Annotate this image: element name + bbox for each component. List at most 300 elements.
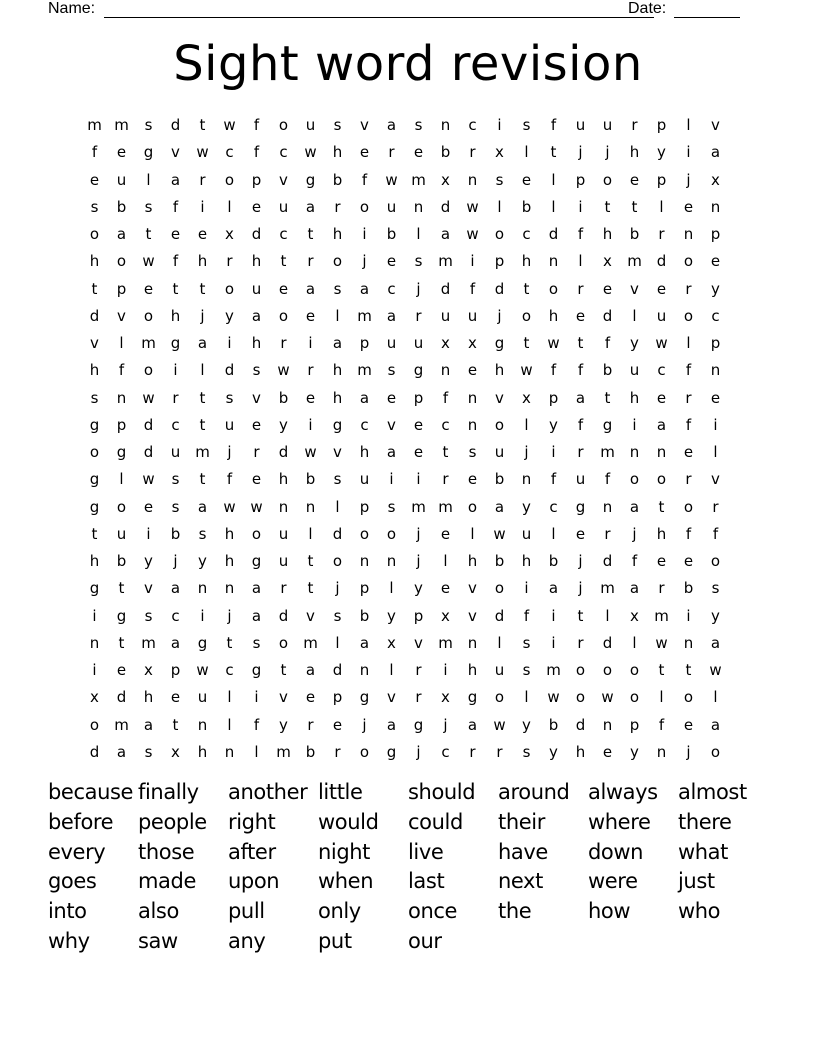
grid-cell[interactable]: y xyxy=(279,715,288,734)
grid-cell[interactable]: o xyxy=(224,170,235,189)
grid-cell[interactable]: h xyxy=(89,361,100,380)
grid-cell[interactable]: p xyxy=(548,388,559,407)
grid-cell[interactable]: s xyxy=(144,742,153,761)
grid-cell[interactable]: r xyxy=(199,170,206,189)
grid-cell[interactable]: c xyxy=(468,116,477,135)
grid-cell[interactable]: v xyxy=(171,143,180,162)
grid-cell[interactable]: r xyxy=(604,524,611,543)
grid-cell[interactable]: l xyxy=(686,116,691,135)
grid-cell[interactable]: i xyxy=(308,415,313,434)
grid-cell[interactable]: e xyxy=(386,252,397,271)
grid-cell[interactable]: s xyxy=(144,116,153,135)
grid-cell[interactable]: s xyxy=(144,606,153,625)
grid-cell[interactable]: n xyxy=(197,715,208,734)
grid-cell[interactable]: w xyxy=(277,361,290,380)
grid-cell[interactable]: n xyxy=(116,388,127,407)
grid-cell[interactable]: a xyxy=(386,715,397,734)
grid-cell[interactable]: w xyxy=(601,688,614,707)
grid-cell[interactable]: g xyxy=(89,415,100,434)
grid-cell[interactable]: t xyxy=(199,415,206,434)
grid-cell[interactable]: j xyxy=(173,552,178,571)
grid-cell[interactable]: u xyxy=(521,524,532,543)
grid-cell[interactable]: w xyxy=(709,661,722,680)
grid-cell[interactable]: x xyxy=(522,388,531,407)
grid-cell[interactable]: j xyxy=(362,715,367,734)
grid-cell[interactable]: a xyxy=(251,306,262,325)
grid-cell[interactable]: e xyxy=(602,742,613,761)
grid-cell[interactable]: l xyxy=(119,470,124,489)
grid-cell[interactable]: p xyxy=(656,116,667,135)
grid-cell[interactable]: o xyxy=(710,742,721,761)
grid-cell[interactable]: o xyxy=(359,524,370,543)
grid-cell[interactable]: t xyxy=(523,279,530,298)
grid-cell[interactable]: a xyxy=(197,334,208,353)
grid-cell[interactable]: m xyxy=(303,633,318,652)
grid-cell[interactable]: e xyxy=(359,143,370,162)
grid-cell[interactable]: e xyxy=(710,388,721,407)
grid-cell[interactable]: f xyxy=(253,715,260,734)
grid-cell[interactable]: b xyxy=(332,170,343,189)
grid-cell[interactable]: s xyxy=(711,579,720,598)
grid-cell[interactable]: o xyxy=(224,279,235,298)
grid-cell[interactable]: d xyxy=(656,252,667,271)
grid-cell[interactable]: e xyxy=(143,497,154,516)
grid-cell[interactable]: y xyxy=(522,715,531,734)
grid-cell[interactable]: y xyxy=(711,606,720,625)
grid-cell[interactable]: u xyxy=(386,197,397,216)
grid-cell[interactable]: h xyxy=(197,742,208,761)
grid-cell[interactable]: o xyxy=(467,497,478,516)
grid-cell[interactable]: f xyxy=(712,524,719,543)
grid-cell[interactable]: s xyxy=(90,388,99,407)
grid-cell[interactable]: a xyxy=(548,579,559,598)
grid-cell[interactable]: o xyxy=(251,524,262,543)
name-line[interactable] xyxy=(104,17,654,18)
grid-cell[interactable]: b xyxy=(386,225,397,244)
grid-cell[interactable]: n xyxy=(440,116,451,135)
grid-cell[interactable]: g xyxy=(197,633,208,652)
grid-cell[interactable]: x xyxy=(603,252,612,271)
grid-cell[interactable]: r xyxy=(685,279,692,298)
grid-cell[interactable]: d xyxy=(89,742,100,761)
grid-cell[interactable]: l xyxy=(335,497,340,516)
grid-cell[interactable]: s xyxy=(387,361,396,380)
grid-cell[interactable]: d xyxy=(602,633,613,652)
grid-cell[interactable]: m xyxy=(600,443,615,462)
grid-cell[interactable]: e xyxy=(89,170,100,189)
grid-cell[interactable]: g xyxy=(305,170,316,189)
grid-cell[interactable]: n xyxy=(359,552,370,571)
grid-cell[interactable]: e xyxy=(656,388,667,407)
grid-cell[interactable]: w xyxy=(196,661,209,680)
grid-cell[interactable]: d xyxy=(332,661,343,680)
grid-cell[interactable]: j xyxy=(578,143,583,162)
grid-cell[interactable]: v xyxy=(387,415,396,434)
grid-cell[interactable]: x xyxy=(144,661,153,680)
grid-cell[interactable]: o xyxy=(656,470,667,489)
grid-cell[interactable]: u xyxy=(629,361,640,380)
grid-cell[interactable]: g xyxy=(359,688,370,707)
grid-cell[interactable]: n xyxy=(629,443,640,462)
grid-cell[interactable]: t xyxy=(307,579,314,598)
grid-cell[interactable]: p xyxy=(575,170,586,189)
grid-cell[interactable]: w xyxy=(142,252,155,271)
grid-cell[interactable]: e xyxy=(683,552,694,571)
grid-cell[interactable]: y xyxy=(387,606,396,625)
grid-cell[interactable]: g xyxy=(386,742,397,761)
grid-cell[interactable]: l xyxy=(497,633,502,652)
grid-cell[interactable]: s xyxy=(171,497,180,516)
grid-cell[interactable]: m xyxy=(438,633,453,652)
grid-cell[interactable]: u xyxy=(575,470,586,489)
grid-cell[interactable]: h xyxy=(548,306,559,325)
grid-cell[interactable]: i xyxy=(443,661,448,680)
grid-cell[interactable]: a xyxy=(386,306,397,325)
grid-cell[interactable]: g xyxy=(602,415,613,434)
grid-cell[interactable]: f xyxy=(604,470,611,489)
grid-cell[interactable]: y xyxy=(198,552,207,571)
grid-cell[interactable]: j xyxy=(335,579,340,598)
grid-cell[interactable]: v xyxy=(360,116,369,135)
grid-cell[interactable]: o xyxy=(332,552,343,571)
grid-cell[interactable]: y xyxy=(144,552,153,571)
grid-cell[interactable]: s xyxy=(333,116,342,135)
grid-cell[interactable]: l xyxy=(605,606,610,625)
grid-cell[interactable]: y xyxy=(549,742,558,761)
grid-cell[interactable]: t xyxy=(199,279,206,298)
grid-cell[interactable]: m xyxy=(114,715,129,734)
grid-cell[interactable]: v xyxy=(414,633,423,652)
grid-cell[interactable]: g xyxy=(575,497,586,516)
grid-cell[interactable]: s xyxy=(522,661,531,680)
grid-cell[interactable]: w xyxy=(304,143,317,162)
grid-cell[interactable]: s xyxy=(495,170,504,189)
grid-cell[interactable]: r xyxy=(685,470,692,489)
grid-cell[interactable]: j xyxy=(578,552,583,571)
grid-cell[interactable]: f xyxy=(172,252,179,271)
grid-cell[interactable]: f xyxy=(118,361,125,380)
grid-cell[interactable]: a xyxy=(710,715,721,734)
grid-cell[interactable]: v xyxy=(279,170,288,189)
grid-cell[interactable]: h xyxy=(467,661,478,680)
grid-cell[interactable]: a xyxy=(116,225,127,244)
grid-cell[interactable]: e xyxy=(305,306,316,325)
grid-cell[interactable]: a xyxy=(170,579,181,598)
grid-cell[interactable]: l xyxy=(551,170,556,189)
grid-cell[interactable]: e xyxy=(710,252,721,271)
grid-cell[interactable]: a xyxy=(143,715,154,734)
grid-cell[interactable]: o xyxy=(710,552,721,571)
grid-cell[interactable]: x xyxy=(90,688,99,707)
grid-cell[interactable]: o xyxy=(602,170,613,189)
grid-cell[interactable]: o xyxy=(629,661,640,680)
grid-cell[interactable]: i xyxy=(470,252,475,271)
grid-cell[interactable]: e xyxy=(251,470,262,489)
grid-cell[interactable]: i xyxy=(146,524,151,543)
grid-cell[interactable]: h xyxy=(467,552,478,571)
grid-cell[interactable]: f xyxy=(550,361,557,380)
grid-cell[interactable]: b xyxy=(305,470,316,489)
grid-cell[interactable]: b xyxy=(602,361,613,380)
grid-cell[interactable]: e xyxy=(683,197,694,216)
grid-cell[interactable]: o xyxy=(143,306,154,325)
grid-cell[interactable]: i xyxy=(551,443,556,462)
grid-cell[interactable]: d xyxy=(440,197,451,216)
grid-cell[interactable]: a xyxy=(575,388,586,407)
grid-cell[interactable]: e xyxy=(467,361,478,380)
grid-cell[interactable]: m xyxy=(438,497,453,516)
grid-cell[interactable]: p xyxy=(710,225,721,244)
grid-cell[interactable]: r xyxy=(469,742,476,761)
grid-cell[interactable]: b xyxy=(683,579,694,598)
grid-cell[interactable]: g xyxy=(116,443,127,462)
grid-cell[interactable]: f xyxy=(604,334,611,353)
grid-cell[interactable]: r xyxy=(334,197,341,216)
grid-cell[interactable]: t xyxy=(631,197,638,216)
grid-cell[interactable]: h xyxy=(224,524,235,543)
grid-cell[interactable]: b xyxy=(548,552,559,571)
grid-cell[interactable]: o xyxy=(629,688,640,707)
grid-cell[interactable]: o xyxy=(575,661,586,680)
grid-cell[interactable]: a xyxy=(251,606,262,625)
grid-cell[interactable]: t xyxy=(118,633,125,652)
grid-cell[interactable]: r xyxy=(631,116,638,135)
grid-cell[interactable]: j xyxy=(605,143,610,162)
grid-cell[interactable]: e xyxy=(197,225,208,244)
grid-cell[interactable]: x xyxy=(171,742,180,761)
grid-cell[interactable]: l xyxy=(659,688,664,707)
grid-cell[interactable]: n xyxy=(224,742,235,761)
grid-cell[interactable]: h xyxy=(224,552,235,571)
grid-cell[interactable]: d xyxy=(332,524,343,543)
grid-cell[interactable]: u xyxy=(359,470,370,489)
grid-cell[interactable]: f xyxy=(685,524,692,543)
grid-cell[interactable]: l xyxy=(227,715,232,734)
grid-cell[interactable]: t xyxy=(307,225,314,244)
grid-cell[interactable]: o xyxy=(116,497,127,516)
grid-cell[interactable]: l xyxy=(551,524,556,543)
grid-cell[interactable]: n xyxy=(710,197,721,216)
grid-cell[interactable]: d xyxy=(494,279,505,298)
grid-cell[interactable]: i xyxy=(551,633,556,652)
grid-cell[interactable]: w xyxy=(547,688,560,707)
grid-cell[interactable]: b xyxy=(116,552,127,571)
grid-cell[interactable]: g xyxy=(467,688,478,707)
grid-cell[interactable]: n xyxy=(683,633,694,652)
grid-cell[interactable]: m xyxy=(276,742,291,761)
grid-cell[interactable]: f xyxy=(172,197,179,216)
grid-cell[interactable]: e xyxy=(305,388,316,407)
grid-cell[interactable]: i xyxy=(551,606,556,625)
grid-cell[interactable]: h xyxy=(629,388,640,407)
grid-cell[interactable]: g xyxy=(332,415,343,434)
grid-cell[interactable]: x xyxy=(441,334,450,353)
grid-cell[interactable]: r xyxy=(415,306,422,325)
grid-cell[interactable]: n xyxy=(710,361,721,380)
grid-cell[interactable]: o xyxy=(521,306,532,325)
grid-cell[interactable]: h xyxy=(170,306,181,325)
grid-cell[interactable]: j xyxy=(632,524,637,543)
grid-cell[interactable]: e xyxy=(332,715,343,734)
grid-cell[interactable]: n xyxy=(89,633,100,652)
grid-cell[interactable]: o xyxy=(575,688,586,707)
grid-cell[interactable]: a xyxy=(251,579,262,598)
grid-cell[interactable]: l xyxy=(578,252,583,271)
grid-cell[interactable]: s xyxy=(333,470,342,489)
grid-cell[interactable]: i xyxy=(308,334,313,353)
grid-cell[interactable]: i xyxy=(686,143,691,162)
grid-cell[interactable]: f xyxy=(361,170,368,189)
grid-cell[interactable]: v xyxy=(252,388,261,407)
grid-cell[interactable]: d xyxy=(143,415,154,434)
grid-cell[interactable]: u xyxy=(494,443,505,462)
grid-cell[interactable]: i xyxy=(578,197,583,216)
grid-cell[interactable]: u xyxy=(197,688,208,707)
grid-cell[interactable]: c xyxy=(171,606,180,625)
grid-cell[interactable]: c xyxy=(387,279,396,298)
grid-cell[interactable]: l xyxy=(200,361,205,380)
grid-cell[interactable]: f xyxy=(631,552,638,571)
grid-cell[interactable]: t xyxy=(91,279,98,298)
grid-cell[interactable]: j xyxy=(200,306,205,325)
grid-cell[interactable]: p xyxy=(116,415,127,434)
grid-cell[interactable]: e xyxy=(305,688,316,707)
grid-cell[interactable]: f xyxy=(469,279,476,298)
grid-cell[interactable]: f xyxy=(91,143,98,162)
grid-cell[interactable]: f xyxy=(685,361,692,380)
grid-cell[interactable]: o xyxy=(278,116,289,135)
grid-cell[interactable]: j xyxy=(497,306,502,325)
grid-cell[interactable]: v xyxy=(144,579,153,598)
grid-cell[interactable]: e xyxy=(278,279,289,298)
grid-cell[interactable]: w xyxy=(250,497,263,516)
grid-cell[interactable]: l xyxy=(551,197,556,216)
grid-cell[interactable]: a xyxy=(332,334,343,353)
grid-cell[interactable]: a xyxy=(494,497,505,516)
grid-cell[interactable]: v xyxy=(387,688,396,707)
grid-cell[interactable]: o xyxy=(278,633,289,652)
grid-cell[interactable]: n xyxy=(224,579,235,598)
grid-cell[interactable]: b xyxy=(494,470,505,489)
grid-cell[interactable]: u xyxy=(467,306,478,325)
grid-cell[interactable]: g xyxy=(251,661,262,680)
grid-cell[interactable]: t xyxy=(280,661,287,680)
grid-cell[interactable]: g xyxy=(170,334,181,353)
grid-cell[interactable]: c xyxy=(522,225,531,244)
grid-cell[interactable]: u xyxy=(116,524,127,543)
grid-cell[interactable]: s xyxy=(414,116,423,135)
grid-cell[interactable]: g xyxy=(413,715,424,734)
grid-cell[interactable]: i xyxy=(632,415,637,434)
grid-cell[interactable]: w xyxy=(466,197,479,216)
grid-cell[interactable]: a xyxy=(170,170,181,189)
grid-cell[interactable]: o xyxy=(116,252,127,271)
grid-cell[interactable]: a xyxy=(305,197,316,216)
grid-cell[interactable]: l xyxy=(119,334,124,353)
grid-cell[interactable]: f xyxy=(550,470,557,489)
grid-cell[interactable]: b xyxy=(359,606,370,625)
grid-cell[interactable]: p xyxy=(116,279,127,298)
grid-cell[interactable]: e xyxy=(170,225,181,244)
grid-cell[interactable]: n xyxy=(467,388,478,407)
grid-cell[interactable]: e xyxy=(116,661,127,680)
grid-cell[interactable]: i xyxy=(362,225,367,244)
grid-cell[interactable]: p xyxy=(413,606,424,625)
grid-cell[interactable]: p xyxy=(629,715,640,734)
grid-cell[interactable]: s xyxy=(522,116,531,135)
grid-cell[interactable]: y xyxy=(657,143,666,162)
grid-cell[interactable]: n xyxy=(548,252,559,271)
grid-cell[interactable]: t xyxy=(226,633,233,652)
grid-cell[interactable]: w xyxy=(547,334,560,353)
grid-cell[interactable]: c xyxy=(279,225,288,244)
grid-cell[interactable]: u xyxy=(602,116,613,135)
grid-cell[interactable]: i xyxy=(227,334,232,353)
grid-cell[interactable]: r xyxy=(226,252,233,271)
grid-cell[interactable]: t xyxy=(145,225,152,244)
grid-cell[interactable]: t xyxy=(199,470,206,489)
grid-cell[interactable]: b xyxy=(278,388,289,407)
grid-cell[interactable]: c xyxy=(549,497,558,516)
grid-cell[interactable]: l xyxy=(389,661,394,680)
grid-cell[interactable]: w xyxy=(655,633,668,652)
grid-cell[interactable]: h xyxy=(656,524,667,543)
grid-cell[interactable]: l xyxy=(497,197,502,216)
grid-cell[interactable]: t xyxy=(172,279,179,298)
grid-cell[interactable]: t xyxy=(658,497,665,516)
grid-cell[interactable]: r xyxy=(388,143,395,162)
grid-cell[interactable]: e xyxy=(251,415,262,434)
grid-cell[interactable]: a xyxy=(629,497,640,516)
grid-cell[interactable]: h xyxy=(494,361,505,380)
grid-cell[interactable]: h xyxy=(629,143,640,162)
grid-cell[interactable]: r xyxy=(172,388,179,407)
grid-cell[interactable]: s xyxy=(468,443,477,462)
grid-cell[interactable]: e xyxy=(116,143,127,162)
grid-cell[interactable]: x xyxy=(495,143,504,162)
grid-cell[interactable]: d xyxy=(278,606,289,625)
grid-cell[interactable]: s xyxy=(522,742,531,761)
grid-cell[interactable]: h xyxy=(575,742,586,761)
grid-cell[interactable]: p xyxy=(710,334,721,353)
grid-cell[interactable]: x xyxy=(387,633,396,652)
grid-cell[interactable]: l xyxy=(470,524,475,543)
grid-cell[interactable]: d xyxy=(116,688,127,707)
grid-cell[interactable]: i xyxy=(92,661,97,680)
grid-cell[interactable]: g xyxy=(251,552,262,571)
grid-cell[interactable]: t xyxy=(307,552,314,571)
grid-cell[interactable]: m xyxy=(411,170,426,189)
grid-cell[interactable]: a xyxy=(170,633,181,652)
grid-cell[interactable]: n xyxy=(602,715,613,734)
grid-cell[interactable]: t xyxy=(604,197,611,216)
grid-cell[interactable]: a xyxy=(116,742,127,761)
grid-cell[interactable]: a xyxy=(710,633,721,652)
grid-cell[interactable]: d xyxy=(143,443,154,462)
grid-cell[interactable]: a xyxy=(386,443,397,462)
grid-cell[interactable]: r xyxy=(577,443,584,462)
grid-cell[interactable]: e xyxy=(575,524,586,543)
grid-cell[interactable]: c xyxy=(657,361,666,380)
grid-cell[interactable]: d xyxy=(224,361,235,380)
grid-cell[interactable]: c xyxy=(441,415,450,434)
grid-cell[interactable]: v xyxy=(306,606,315,625)
grid-cell[interactable]: t xyxy=(199,388,206,407)
grid-cell[interactable]: e xyxy=(521,170,532,189)
grid-cell[interactable]: e xyxy=(602,279,613,298)
grid-cell[interactable]: a xyxy=(467,715,478,734)
grid-cell[interactable]: u xyxy=(386,334,397,353)
